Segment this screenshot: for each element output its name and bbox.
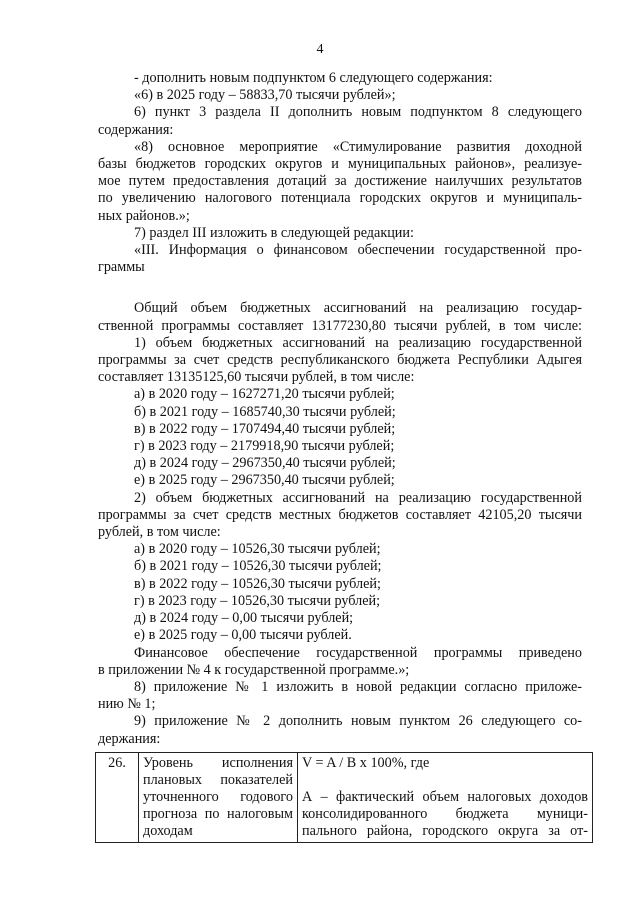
text-line: программы за счет средств местных бюджетов составляет 42105,20 тысячи	[98, 506, 582, 523]
text-line: по увеличению налогового потенциала городских округов и муниципаль-	[98, 190, 582, 207]
text-line: мое путем предоставления дотаций за достижение наилучших результатов	[98, 173, 582, 190]
text-line: «6) в 2025 году – 58833,70 тысячи рублей»;	[134, 87, 396, 104]
text-line: программы за счет средств республиканского бюджета Республики Адыгея	[98, 352, 582, 369]
text-line: составляет 13135125,60 тысячи рублей, в том числе:	[98, 369, 415, 386]
cell-line: А – фактический объем налоговых доходов	[302, 789, 588, 805]
text-line: - дополнить новым подпунктом 6 следующего содержания:	[134, 70, 493, 86]
text-line: Общий объем бюджетных ассигнований на реализацию государ-	[134, 300, 582, 317]
text-line: рублей, в том числе:	[98, 524, 221, 541]
text-line: 9) приложение № 2 дополнить новым пунктом 26 следующего со-	[134, 713, 582, 730]
cell-line: уточненного годового	[143, 789, 293, 805]
text-line: а) в 2020 году – 10526,30 тысячи рублей;	[134, 541, 381, 558]
text-line: ственной программы составляет 13177230,80 тысячи рублей, в том числе:	[98, 317, 582, 334]
page-number: 4	[316, 42, 324, 57]
cell-line: пального района, городского округа за от-	[302, 823, 588, 839]
text-line: а) в 2020 году – 1627271,20 тысячи рублей;	[134, 386, 395, 403]
text-line: в приложении № 4 к государственной программе.»;	[98, 661, 410, 678]
text-line: ных районов.»;	[98, 207, 190, 224]
cell-line: плановых показателей	[143, 772, 293, 788]
text-line: д) в 2024 году – 2967350,40 тысячи рублей;	[134, 455, 396, 472]
text-line: содержания:	[98, 121, 174, 138]
text-line: в) в 2022 году – 1707494,40 тысячи рублей;	[134, 420, 396, 437]
text-line: в) в 2022 году – 10526,30 тысячи рублей;	[134, 575, 381, 592]
text-line: д) в 2024 году – 0,00 тысячи рублей;	[134, 610, 354, 627]
document-body	[98, 70, 582, 748]
text-line: 6) пункт 3 раздела II дополнить новым подпунктом 8 следующего	[134, 104, 582, 121]
text-line: 1) объем бюджетных ассигнований на реализацию государственной	[134, 334, 582, 351]
text-line: 7) раздел III изложить в следующей редакции:	[134, 224, 414, 241]
indicator-name-cell	[139, 753, 298, 843]
text-line: нию № 1;	[98, 696, 156, 713]
paragraph-spacer	[98, 276, 582, 300]
text-line: «8) основное мероприятие «Стимулирование развития доходной	[134, 138, 582, 155]
cell-line	[302, 772, 588, 789]
text-line: е) в 2025 году – 2967350,40 тысячи рублей;	[134, 472, 395, 489]
text-line: граммы	[98, 259, 145, 276]
table-row	[96, 753, 593, 843]
cell-line: доходам	[143, 823, 193, 839]
text-line: е) в 2025 году – 0,00 тысячи рублей.	[134, 627, 352, 644]
text-line: 8) приложение № 1 изложить в новой редакции согласно приложе-	[134, 678, 582, 695]
text-line: Финансовое обеспечение государственной программы приведено	[134, 644, 582, 661]
text-line: держания:	[98, 730, 161, 747]
text-line: г) в 2023 году – 2179918,90 тысячи рублей;	[134, 438, 395, 455]
cell-line: Уровень исполнения	[143, 755, 293, 771]
text-line: б) в 2021 году – 10526,30 тысячи рублей;	[134, 558, 382, 575]
text-line: б) в 2021 году – 1685740,30 тысячи рублей;	[134, 403, 396, 420]
text-line: 2) объем бюджетных ассигнований на реализацию государственной	[134, 489, 582, 506]
text-line: базы бюджетов городских округов и муниципальных районов», реализуе-	[98, 156, 582, 173]
cell-line: консолидированного бюджета муници-	[302, 806, 588, 822]
text-line: «III. Информация о финансовом обеспечении государственной про-	[134, 242, 582, 259]
appendix-table	[95, 752, 593, 843]
cell-line: прогноза по налоговым	[143, 806, 293, 822]
text-line: г) в 2023 году – 10526,30 тысячи рублей;	[134, 592, 381, 609]
cell-line: V = A / B x 100%, где	[302, 755, 430, 771]
row-number-cell: 26.	[96, 753, 139, 843]
formula-cell	[298, 753, 593, 843]
